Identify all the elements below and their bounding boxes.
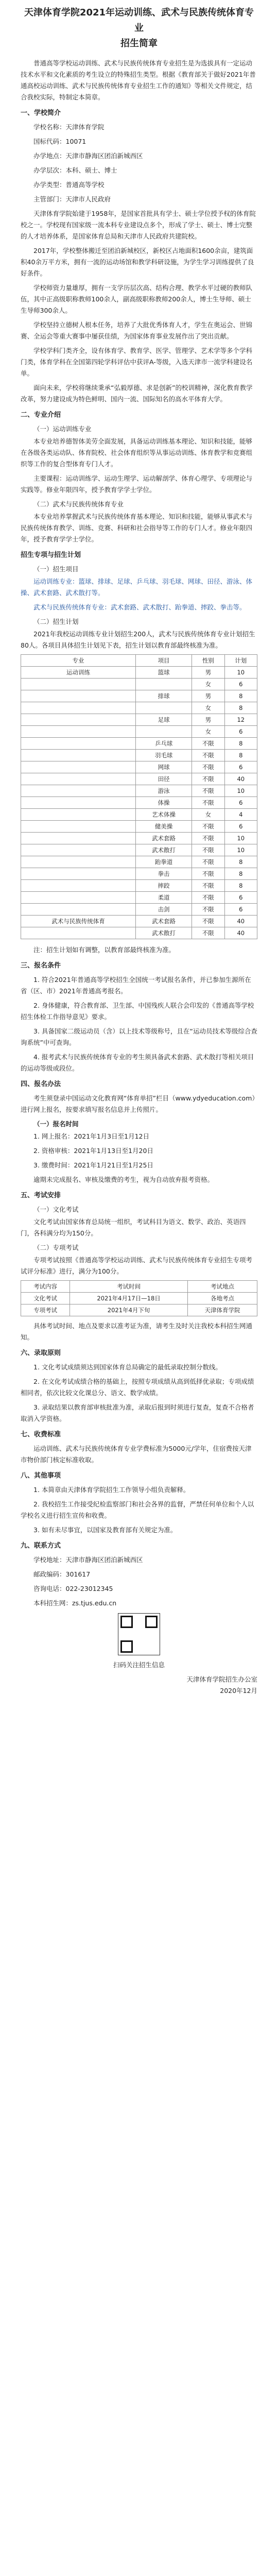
cell: 8 bbox=[224, 690, 257, 702]
table-row bbox=[21, 726, 257, 738]
cell: 武术套路 bbox=[136, 833, 192, 844]
table-row bbox=[21, 690, 257, 702]
cell: 排球 bbox=[136, 690, 192, 702]
school-campus: 2017年，学校整体搬迁至团泊新城校区，新校区占地面积1600余亩，建筑面积40余万平方米，拥有一流的运动场馆和教学科研设施，为学生学习训练提供了良好条件。 bbox=[21, 247, 254, 277]
exam-sub-1: （一）文化考试 bbox=[33, 1206, 79, 1213]
cell: 8 bbox=[224, 750, 257, 761]
cell: 6 bbox=[224, 679, 257, 690]
cell bbox=[21, 690, 136, 702]
plan-table-note: 注：招生计划如有调整，以教育部最终核准为准。 bbox=[33, 946, 176, 954]
cell bbox=[21, 797, 136, 809]
cell: 不限 bbox=[192, 797, 224, 809]
other-p3: 3. 如有未尽事宜，以国家及教育部有关规定为准。 bbox=[33, 1526, 177, 1534]
cell bbox=[21, 702, 136, 714]
cell: 羽毛球 bbox=[136, 750, 192, 761]
section-contact-head: 九、联系方式 bbox=[21, 1542, 61, 1550]
section-plan-head: 招生专项与招生计划 bbox=[21, 551, 81, 559]
cell: 田径 bbox=[136, 773, 192, 785]
cell: 不限 bbox=[192, 844, 224, 856]
exam-sub-2: （二）专项考试 bbox=[33, 1244, 79, 1251]
cell bbox=[21, 726, 136, 738]
table-row bbox=[21, 868, 257, 880]
table-row bbox=[21, 927, 257, 939]
cell: 6 bbox=[224, 904, 257, 916]
cell bbox=[136, 726, 192, 738]
cell: 4 bbox=[224, 809, 257, 821]
table-row bbox=[21, 773, 257, 785]
school-mission: 面向未来，学校将继续秉承“弘毅厚德、求是创新”的校训精神，深化教育教学改革，努力建设成为特色鲜明、国内一流、国际知名的高水平体育大学。 bbox=[21, 384, 253, 403]
condition-item: 4. 报考武术与民族传统体育专业的考生须具备武术套路、武术散打等相关项目的运动等级或段位。 bbox=[21, 1053, 254, 1072]
condition-item: 2. 身体健康，符合教育部、卫生部、中国残疾人联合会印发的《普通高等学校招生体检工作指导意见》要求。 bbox=[21, 1002, 254, 1021]
table-row bbox=[21, 750, 257, 761]
cell bbox=[21, 927, 136, 939]
cell bbox=[21, 714, 136, 726]
cell: 8 bbox=[224, 738, 257, 750]
section-apply-head: 四、报名办法 bbox=[21, 1080, 61, 1088]
section-fee-head: 七、收费标准 bbox=[21, 1431, 61, 1438]
cell bbox=[21, 880, 136, 892]
table-row bbox=[21, 880, 257, 892]
cell: 专项考试 bbox=[21, 1304, 70, 1316]
cell bbox=[21, 750, 136, 761]
cell: 不限 bbox=[192, 761, 224, 773]
cell: 8 bbox=[224, 856, 257, 868]
table-row bbox=[21, 821, 257, 833]
school-faculty: 学校师资力量雄厚，拥有一支学历层次高、结构合理、教学水平过硬的教师队伍，其中正高级职称教师100余人，副高级职称教师200余人，博士生导师、硕士生导师300余人。 bbox=[21, 284, 253, 314]
cell bbox=[21, 773, 136, 785]
cell: 10 bbox=[224, 844, 257, 856]
condition-item: 3. 具备国家二级运动员（含）以上技术等级称号，且在“运动员技术等级综合查询系统”中可查询。 bbox=[21, 1027, 257, 1046]
major-sub-1: （一）运动训练专业 bbox=[33, 425, 92, 433]
cell: 各地考点 bbox=[188, 1293, 257, 1304]
cell: 6 bbox=[224, 892, 257, 904]
cell: 跆拳道 bbox=[136, 856, 192, 868]
other-p2: 2. 我校招生工作接受纪检监察部门和社会各界的监督，严禁任何单位和个人以学校名义进行招生宣传和收费。 bbox=[21, 1500, 254, 1519]
cell bbox=[21, 904, 136, 916]
cell: 不限 bbox=[192, 833, 224, 844]
school-item: 办学地点：天津市静海区团泊新城西区 bbox=[33, 152, 143, 160]
cell: 12 bbox=[224, 714, 257, 726]
th: 专业 bbox=[21, 655, 136, 667]
plan-p2: 武术与民族传统体育专业：武术套路、武术散打、跆拳道、摔跤、拳击等。 bbox=[33, 603, 246, 611]
table-row bbox=[21, 809, 257, 821]
contact-item: 咨询电话：022-23012345 bbox=[33, 1585, 113, 1592]
title-line-2: 招生简章 bbox=[120, 38, 158, 49]
school-item: 办学层次：本科、硕士、博士 bbox=[33, 166, 117, 174]
apply-item: 3. 缴费时间：2021年1月21日至1月25日 bbox=[33, 1161, 153, 1169]
cell: 40 bbox=[224, 927, 257, 939]
cell: 武术套路 bbox=[136, 916, 192, 927]
cell: 网球 bbox=[136, 761, 192, 773]
exam-table-header bbox=[21, 1281, 257, 1293]
cell: 不限 bbox=[192, 904, 224, 916]
cell: 2021年4月下旬 bbox=[70, 1304, 188, 1316]
cell: 不限 bbox=[192, 750, 224, 761]
cell: 击剑 bbox=[136, 904, 192, 916]
major-p2: 主要课程：运动训练学、运动生理学、运动解剖学、体育心理学、专项理论与实践等。修业年限四年，授予教育学学士学位。 bbox=[21, 474, 253, 494]
contact-item: 邮政编码：301617 bbox=[33, 1570, 91, 1578]
plan-sub-2: （二）招生计划 bbox=[33, 618, 79, 625]
th: 项目 bbox=[136, 655, 192, 667]
cell: 女 bbox=[192, 726, 224, 738]
sign-org: 天津体育学院招生办公室 bbox=[186, 1675, 257, 1683]
cell bbox=[136, 679, 192, 690]
table-row bbox=[21, 714, 257, 726]
cell: 10 bbox=[224, 667, 257, 679]
cell: 6 bbox=[224, 797, 257, 809]
cell: 40 bbox=[224, 916, 257, 927]
cell: 女 bbox=[192, 702, 224, 714]
section-exam-head: 五、考试安排 bbox=[21, 1192, 61, 1199]
cell: 健美操 bbox=[136, 821, 192, 833]
cell: 不限 bbox=[192, 773, 224, 785]
cell bbox=[21, 785, 136, 797]
plan-p1: 运动训练专业：篮球、排球、足球、乒乓球、羽毛球、网球、田径、游泳、体操、武术套路、武术散打等。 bbox=[21, 578, 253, 597]
cell: 男 bbox=[192, 714, 224, 726]
cell: 武术与民族传统体育 bbox=[21, 916, 136, 927]
apply-item: 2. 资格审核：2021年1月13日至1月20日 bbox=[33, 1147, 153, 1155]
cell: 6 bbox=[224, 821, 257, 833]
th: 考试地点 bbox=[188, 1281, 257, 1293]
table-row bbox=[21, 702, 257, 714]
plan-table bbox=[21, 654, 257, 939]
cell: 不限 bbox=[192, 880, 224, 892]
cell bbox=[136, 702, 192, 714]
admit-p2: 2. 在文化考试成绩合格的基础上，按照专项成绩从高到低择优录取；专项成绩相同者，依次比较文化课总分、语文、数学成绩。 bbox=[21, 1378, 254, 1397]
cell: 8 bbox=[224, 868, 257, 880]
cell: 10 bbox=[224, 833, 257, 844]
table-row bbox=[21, 738, 257, 750]
school-item: 主管部门：天津市人民政府 bbox=[33, 195, 111, 203]
cell: 游泳 bbox=[136, 785, 192, 797]
page-title bbox=[21, 5, 257, 52]
th: 考试时间 bbox=[70, 1281, 188, 1293]
cell: 篮球 bbox=[136, 667, 192, 679]
table-row bbox=[21, 797, 257, 809]
table-row bbox=[21, 856, 257, 868]
cell: 不限 bbox=[192, 821, 224, 833]
cell bbox=[21, 761, 136, 773]
cell bbox=[21, 821, 136, 833]
major-p3: 本专业培养掌握武术与民族传统体育基本理论、知识和技能，能够从事武术与民族传统体育教学、训练、竞赛、科研和社会指导等工作的专门人才。修业年限四年，授予教育学学士学位。 bbox=[21, 513, 253, 543]
exam-p3: 具体考试时间、地点及要求以准考证为准，请考生及时关注我校本科招生网通知。 bbox=[21, 1322, 253, 1341]
exam-p1: 文化考试由国家体育总局统一组织，考试科目为语文、数学、政治、英语四门，各科满分均为150分。 bbox=[21, 1218, 246, 1237]
th: 性别 bbox=[192, 655, 224, 667]
table-row bbox=[21, 1293, 257, 1304]
plan-table-header bbox=[21, 655, 257, 667]
cell: 武术散打 bbox=[136, 844, 192, 856]
cell: 女 bbox=[192, 809, 224, 821]
contact-item: 学校地址：天津市静海区团泊新城西区 bbox=[33, 1556, 143, 1564]
section-condition-head: 三、报名条件 bbox=[21, 962, 61, 970]
table-row bbox=[21, 1304, 257, 1316]
table-row bbox=[21, 833, 257, 844]
cell: 不限 bbox=[192, 856, 224, 868]
cell: 男 bbox=[192, 667, 224, 679]
section-other-head: 八、其他事项 bbox=[21, 1472, 61, 1480]
title-line-1: 天津体育学院2021年运动训练、武术与民族传统体育专业 bbox=[24, 7, 254, 33]
cell: 乒乓球 bbox=[136, 738, 192, 750]
signature bbox=[21, 1674, 257, 1697]
cell bbox=[21, 679, 136, 690]
cell bbox=[21, 868, 136, 880]
school-history: 天津体育学院始建于1958年，是国家首批具有学士、硕士学位授予权的体育院校之一。学校现有国家级一流本科专业建设点多个，形成了学士、硕士、博士完整的人才培养体系，是国家体育总局和天津市人民政府共建院校。 bbox=[21, 210, 256, 240]
table-row bbox=[21, 916, 257, 927]
cell: 2021年4月17日—18日 bbox=[70, 1293, 188, 1304]
cell: 摔跤 bbox=[136, 880, 192, 892]
cell: 不限 bbox=[192, 868, 224, 880]
cell: 文化考试 bbox=[21, 1293, 70, 1304]
cell: 不限 bbox=[192, 916, 224, 927]
cell: 不限 bbox=[192, 927, 224, 939]
table-row bbox=[21, 844, 257, 856]
plan-p3: 2021年我校运动训练专业计划招生200人，武术与民族传统体育专业计划招生80人。各项目具体招生计划见下表，招生计划以教育部最终核准为准。 bbox=[21, 630, 255, 649]
cell: 体操 bbox=[136, 797, 192, 809]
cell: 艺术体操 bbox=[136, 809, 192, 821]
section-major-head: 二、专业介绍 bbox=[21, 411, 61, 419]
section-admit-head: 六、录取原则 bbox=[21, 1349, 61, 1357]
table-row bbox=[21, 892, 257, 904]
contact-item[interactable]: 本科招生网：zs.tjus.edu.cn bbox=[33, 1599, 117, 1607]
cell bbox=[21, 892, 136, 904]
school-discipline: 学校学科门类齐全，设有体育学、教育学、医学、管理学、艺术学等多个学科门类，体育学科在全国第四轮学科评估中获评A-等级，入选天津市一流学科建设名单。 bbox=[21, 347, 253, 377]
school-item: 国标代码：10071 bbox=[33, 138, 86, 145]
cell: 6 bbox=[224, 761, 257, 773]
plan-sub-1: （一）招生项目 bbox=[33, 565, 79, 573]
cell: 不限 bbox=[192, 738, 224, 750]
cell: 足球 bbox=[136, 714, 192, 726]
cell: 柔道 bbox=[136, 892, 192, 904]
qr-code-icon[interactable] bbox=[118, 1613, 160, 1655]
cell: 10 bbox=[224, 785, 257, 797]
table-row bbox=[21, 667, 257, 679]
apply-sub-1: （一）报名时间 bbox=[33, 1120, 79, 1128]
condition-item: 1. 符合2021年普通高等学校招生全国统一考试报名条件，并已参加生源所在省（区、市）2021年普通高考报名。 bbox=[21, 976, 251, 995]
cell: 女 bbox=[192, 679, 224, 690]
table-row bbox=[21, 761, 257, 773]
admit-p3: 3. 录取结果以教育部审核批准为准，录取后报到时须进行复查，复查不合格者取消入学资格。 bbox=[21, 1403, 254, 1422]
apply-p1: 考生须登录中国运动文化教育网“体育单招”栏目（www.ydyeducation.com）进行网上报名，按要求填写报名信息并上传照片。 bbox=[21, 1094, 255, 1113]
cell bbox=[21, 833, 136, 844]
cell: 40 bbox=[224, 773, 257, 785]
cell bbox=[21, 856, 136, 868]
school-honor: 学校坚持立德树人根本任务，培养了大批优秀体育人才，学生在奥运会、世锦赛、全运会等重大赛事中屡获佳绩，为国家体育事业发展作出了突出贡献。 bbox=[21, 321, 253, 340]
exam-p2: 专项考试按照《普通高等学校运动训练、武术与民族传统体育专业招生专项考试评分标准》进行，满分为100分。 bbox=[21, 1256, 253, 1275]
cell: 武术散打 bbox=[136, 927, 192, 939]
admit-p1: 1. 文化考试成绩须达到国家体育总局确定的最低录取控制分数线。 bbox=[33, 1363, 222, 1371]
exam-time-table bbox=[21, 1280, 257, 1316]
cell: 拳击 bbox=[136, 868, 192, 880]
intro: 普通高等学校运动训练、武术与民族传统体育专业招生是为选拔具有一定运动技术水平和文化素质的考生设立的特殊招生类型。根据《教育部关于做好2021年普通高校运动训练、武术与民族传统体育专业招生工作的通知》等相关文件规定，结合我校实际，特制定本简章。 bbox=[21, 59, 256, 101]
cell: 8 bbox=[224, 880, 257, 892]
table-row bbox=[21, 904, 257, 916]
major-p1: 本专业培养德智体美劳全面发展，具备运动训练基本理论、知识和技能，能够在各级各类运动队、体育院校、社会体育组织等从事运动训练、体育教学和竞赛组织等工作的复合型体育专门人才。 bbox=[21, 437, 253, 468]
cell: 8 bbox=[224, 702, 257, 714]
sign-date: 2020年12月 bbox=[220, 1687, 257, 1694]
th: 计划 bbox=[224, 655, 257, 667]
cell bbox=[21, 738, 136, 750]
cell: 6 bbox=[224, 726, 257, 738]
table-row bbox=[21, 679, 257, 690]
section-school-head: 一、学校简介 bbox=[21, 109, 61, 117]
qr-label: 扫码关注招生信息 bbox=[113, 1661, 165, 1669]
school-item: 办学类型：普通高等学校 bbox=[33, 181, 105, 189]
cell bbox=[21, 809, 136, 821]
apply-p2: 逾期未完成报名、审核及缴费的考生，视为自动放弃报考资格。 bbox=[33, 1176, 214, 1183]
cell: 天津体育学院 bbox=[188, 1304, 257, 1316]
apply-item: 1. 网上报名：2021年1月3日至1月12日 bbox=[33, 1132, 149, 1140]
table-row bbox=[21, 785, 257, 797]
cell bbox=[21, 844, 136, 856]
th: 考试内容 bbox=[21, 1281, 70, 1293]
school-item: 学校名称：天津体育学院 bbox=[33, 123, 105, 131]
cell: 运动训练 bbox=[21, 667, 136, 679]
fee-p1: 运动训练、武术与民族传统体育专业学费标准为5000元/学年，住宿费按天津市物价部门核定标准收取。 bbox=[21, 1445, 252, 1464]
cell: 不限 bbox=[192, 785, 224, 797]
other-p1: 1. 本简章由天津体育学院招生工作领导小组负责解释。 bbox=[33, 1486, 190, 1494]
cell: 不限 bbox=[192, 892, 224, 904]
cell: 男 bbox=[192, 690, 224, 702]
major-sub-2: （二）武术与民族传统体育专业 bbox=[33, 500, 124, 508]
